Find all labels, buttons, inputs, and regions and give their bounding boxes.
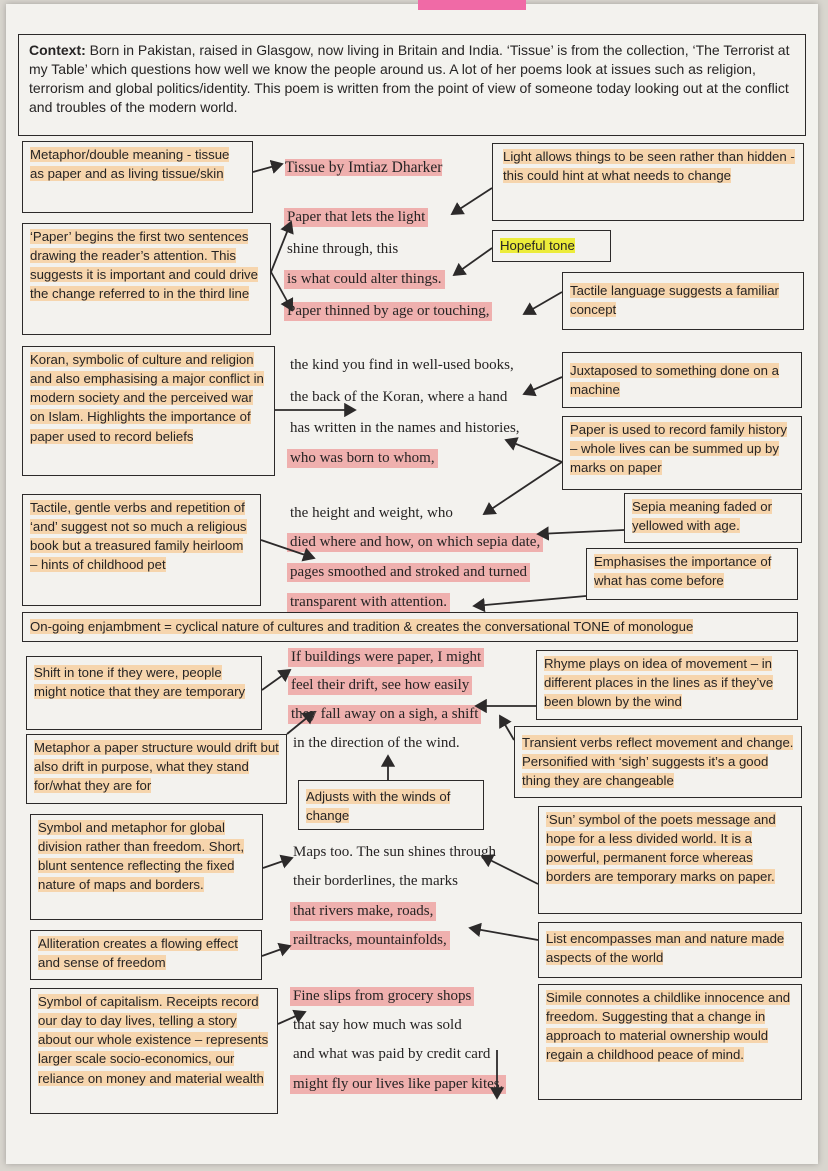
poem-line: If buildings were paper, I might (288, 648, 484, 667)
note-text: Paper is used to record family history – whole lives can be summed up by marks on paper (570, 422, 787, 476)
note-text: Transient verbs reflect movement and change. Personified with ‘sigh’ suggests it’s a good thing they are changeable (522, 735, 794, 789)
note-text: ‘Sun’ symbol of the poets message and hope for a less divided world. It is a powerful, permanent force whereas borders are temporary marks on paper. (546, 812, 776, 885)
note-text: Metaphor a paper structure would drift but also drift in purpose, what they stand for/what they are for (34, 740, 279, 794)
note-text: Symbol and metaphor for global division rather than freedom. Short, blunt sentence reflecting the fixed nature of maps and borders. (38, 820, 244, 893)
poem-line: that say how much was sold (293, 1017, 462, 1033)
note-text: Rhyme plays on idea of movement – in different places in the lines as if they’ve been blown by the wind (544, 656, 774, 710)
note-text: Juxtaposed to something done on a machine (570, 363, 779, 398)
note-paper-begins (22, 223, 271, 335)
note-symbol-metaphor (30, 814, 263, 920)
note-text: Symbol of capitalism. Receipts record our day to day lives, telling a story about our whole existence – represents larger scale socio-economics, our reliance on money and material wealth (38, 994, 269, 1086)
poem-line: might fly our lives like paper kites. (290, 1075, 506, 1094)
context-label: Context: (29, 42, 86, 58)
poem-line: transparent with attention. (287, 593, 450, 612)
note-transient-verbs (514, 726, 802, 798)
note-tactile-language (562, 272, 804, 330)
note-text: Metaphor/double meaning - tissue as paper and as living tissue/skin (30, 147, 230, 182)
poem-line: pages smoothed and stroked and turned (287, 563, 530, 582)
note-tactile-gentle (22, 494, 261, 606)
poem-line: Paper thinned by age or touching, (284, 302, 492, 321)
poem-line: is what could alter things. (284, 270, 445, 289)
note-sun-symbol (538, 806, 802, 914)
poem-line: their borderlines, the marks (293, 873, 458, 889)
note-text: Emphasises the importance of what has come before (594, 554, 772, 589)
poem-line: who was born to whom, (287, 449, 438, 468)
poem-line: Maps too. The sun shines through (293, 844, 497, 860)
poem-line: the height and weight, who (290, 505, 453, 521)
note-text: Simile connotes a childlike innocence and freedom. Suggesting that a change in approach to material ownership would regain a childhood peace of mind. (546, 990, 791, 1063)
note-paper-record (562, 416, 802, 490)
note-text: Alliteration creates a flowing effect and sense of freedom (38, 936, 238, 971)
note-text: Adjusts with the winds of change (306, 789, 451, 824)
poem-line: they fall away on a sigh, a shift (288, 705, 481, 724)
note-emphasises (586, 548, 798, 600)
note-metaphor-double-meaning (22, 141, 253, 213)
note-text: Shift in tone if they were, people might notice that they are temporary (34, 665, 246, 700)
note-koran-symbolic (22, 346, 275, 476)
note-rhyme (536, 650, 798, 720)
note-text: List encompasses man and nature made aspects of the world (546, 931, 785, 966)
poem-line: that rivers make, roads, (290, 902, 436, 921)
pink-page-tab (418, 0, 526, 10)
note-simile (538, 984, 802, 1100)
note-text: On-going enjambment = cyclical nature of cultures and tradition & creates the conversational TONE of monologue (30, 619, 694, 634)
note-hopeful-tone (492, 230, 611, 262)
note-text: Tactile language suggests a familiar concept (570, 283, 779, 318)
note-list (538, 922, 802, 978)
poem-line: has written in the names and histories, (290, 420, 520, 436)
note-alliteration (30, 930, 262, 980)
note-adjusts (298, 780, 484, 830)
note-light-allows (492, 143, 804, 221)
note-enjambment (22, 612, 798, 642)
poem-line: Fine slips from grocery shops (290, 987, 474, 1006)
poem-line: and what was paid by credit card (293, 1046, 491, 1062)
note-metaphor-structure (26, 734, 287, 804)
note-sepia (624, 493, 802, 543)
poem-line: the kind you find in well-used books, (290, 357, 514, 373)
poem-line: shine through, this (287, 241, 399, 257)
note-capitalism (30, 988, 278, 1114)
poem-line: died where and how, on which sepia date, (287, 533, 543, 552)
context-text: Born in Pakistan, raised in Glasgow, now living in Britain and India. ‘Tissue’ is from the collection, ‘The Terrorist at my Table’ which questions how well we know the people around us. A lot of her poems look at issues such as religion, terrorism and global politics/identity. This poem is written from the point of view of someone today looking out at the conflict and troubles of the modern world. (29, 42, 790, 115)
note-juxtaposed (562, 352, 802, 408)
note-text: Tactile, gentle verbs and repetition of ‘and’ suggest not so much a religious book but a treasured family heirloom – hints of childhood pet (30, 500, 247, 573)
note-text: Koran, symbolic of culture and religion and also emphasising a major conflict in modern society and the perceived war on Islam. Highlights the importance of paper used to record beliefs (30, 352, 264, 444)
poem-line: railtracks, mountainfolds, (290, 931, 450, 950)
note-text: ‘Paper’ begins the first two sentences drawing the reader’s attention. This suggests it is important and could drive the change referred to in the third line (30, 229, 258, 302)
note-text: Sepia meaning faded or yellowed with age. (632, 499, 773, 534)
poem-title: Tissue by Imtiaz Dharker (285, 159, 443, 176)
poem-line: Paper that lets the light (284, 208, 428, 227)
poem-line: feel their drift, see how easily (288, 676, 472, 695)
note-shift-in-tone (26, 656, 262, 730)
context-box (18, 34, 806, 136)
note-text: Hopeful tone (500, 238, 575, 253)
poem-line: the back of the Koran, where a hand (290, 389, 508, 405)
note-text: Light allows things to be seen rather than hidden - this could hint at what needs to change (503, 149, 795, 184)
poem-line: in the direction of the wind. (293, 735, 460, 751)
